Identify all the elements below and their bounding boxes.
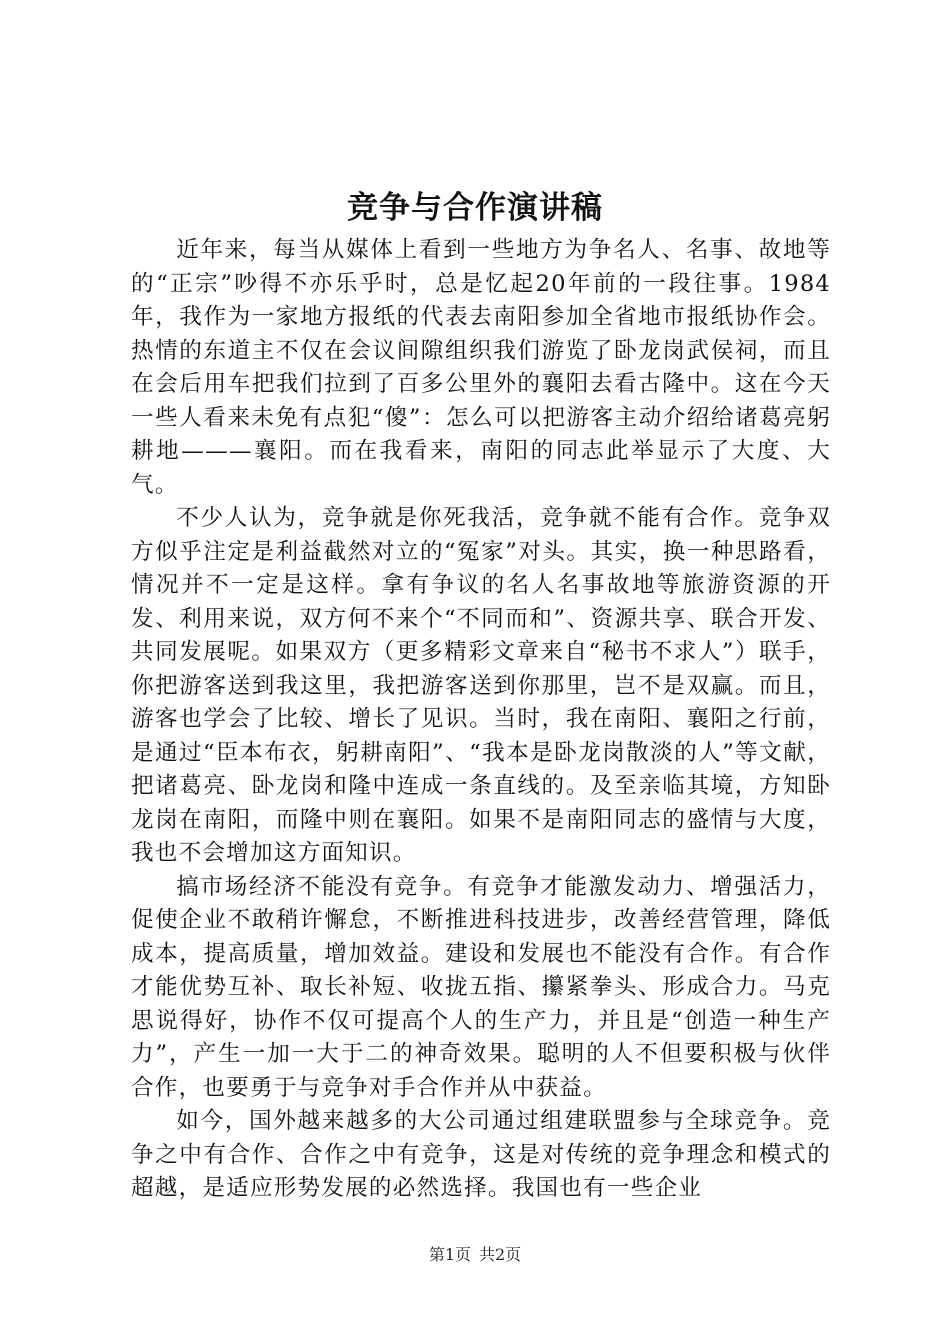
paragraph-3: 搞市场经济不能没有竞争。有竞争才能激发动力、增强活力，促使企业不敢稍许懈怠，不断推进科技进步，改善经营管理，降低成本，提高质量，增加效益。建设和发展也不能没有合作。有合作才能优势互补、取长补短、收拢五指、攥紧拳头、形成合力。马克思说得好，协作不仅可提高个人的生产力，并且是“创造一种生产力”，产生一加一大于二的神奇效果。聪明的人不但要积极与伙伴合作，也要勇于与竞争对手合作并从中获益。 <box>131 873 831 1101</box>
paragraph-1: 近年来，每当从媒体上看到一些地方为争名人、名事、故地等的“正宗”吵得不亦乐乎时，总是忆起20年前的一段往事。1984年，我作为一家地方报纸的代表去南阳参加全省地市报纸协作会。热情的东道主不仅在会议间隙组织我们游览了卧龙岗武侯祠，而且在会后用车把我们拉到了百多公里外的襄阳去看古隆中。这在今天一些人看来未免有点犯“傻”：怎么可以把游客主动介绍给诸葛亮躬耕地———襄阳。而在我看来，南阳的同志此举显示了大度、大气。 <box>131 237 831 498</box>
paragraph-4: 如今，国外越来越多的大公司通过组建联盟参与全球竞争。竞争之中有合作、合作之中有竞争，这是对传统的竞争理念和模式的超越，是适应形势发展的必然选择。我国也有一些企业 <box>131 1108 831 1201</box>
document-body <box>131 234 831 1206</box>
page-number: 第1页 <box>428 1245 471 1264</box>
paragraph-2: 不少人认为，竞争就是你死我活，竞争就不能有合作。竞争双方似乎注定是利益截然对立的“冤家”对头。其实，换一种思路看，情况并不一定是这样。拿有争议的名人名事故地等旅游资源的开发、利用来说，双方何不来个“不同而和”、资源共享、联合开发、共同发展呢。如果双方（更多精彩文章来自“秘书不求人”）联手，你把游客送到我这里，我把游客送到你那里，岂不是双赢。而且，游客也学会了比较、增长了见识。当时，我在南阳、襄阳之行前，是通过“臣本布衣，躬耕南阳”、“我本是卧龙岗散淡的人”等文献，把诸葛亮、卧龙岗和隆中连成一条直线的。及至亲临其境，方知卧龙岗在南阳，而隆中则在襄阳。如果不是南阳同志的盛情与大度，我也不会增加这方面知识。 <box>131 505 831 866</box>
page-footer <box>0 1244 950 1266</box>
page-total: 共2页 <box>479 1245 522 1264</box>
document-title: 竞争与合作演讲稿 <box>347 190 603 226</box>
